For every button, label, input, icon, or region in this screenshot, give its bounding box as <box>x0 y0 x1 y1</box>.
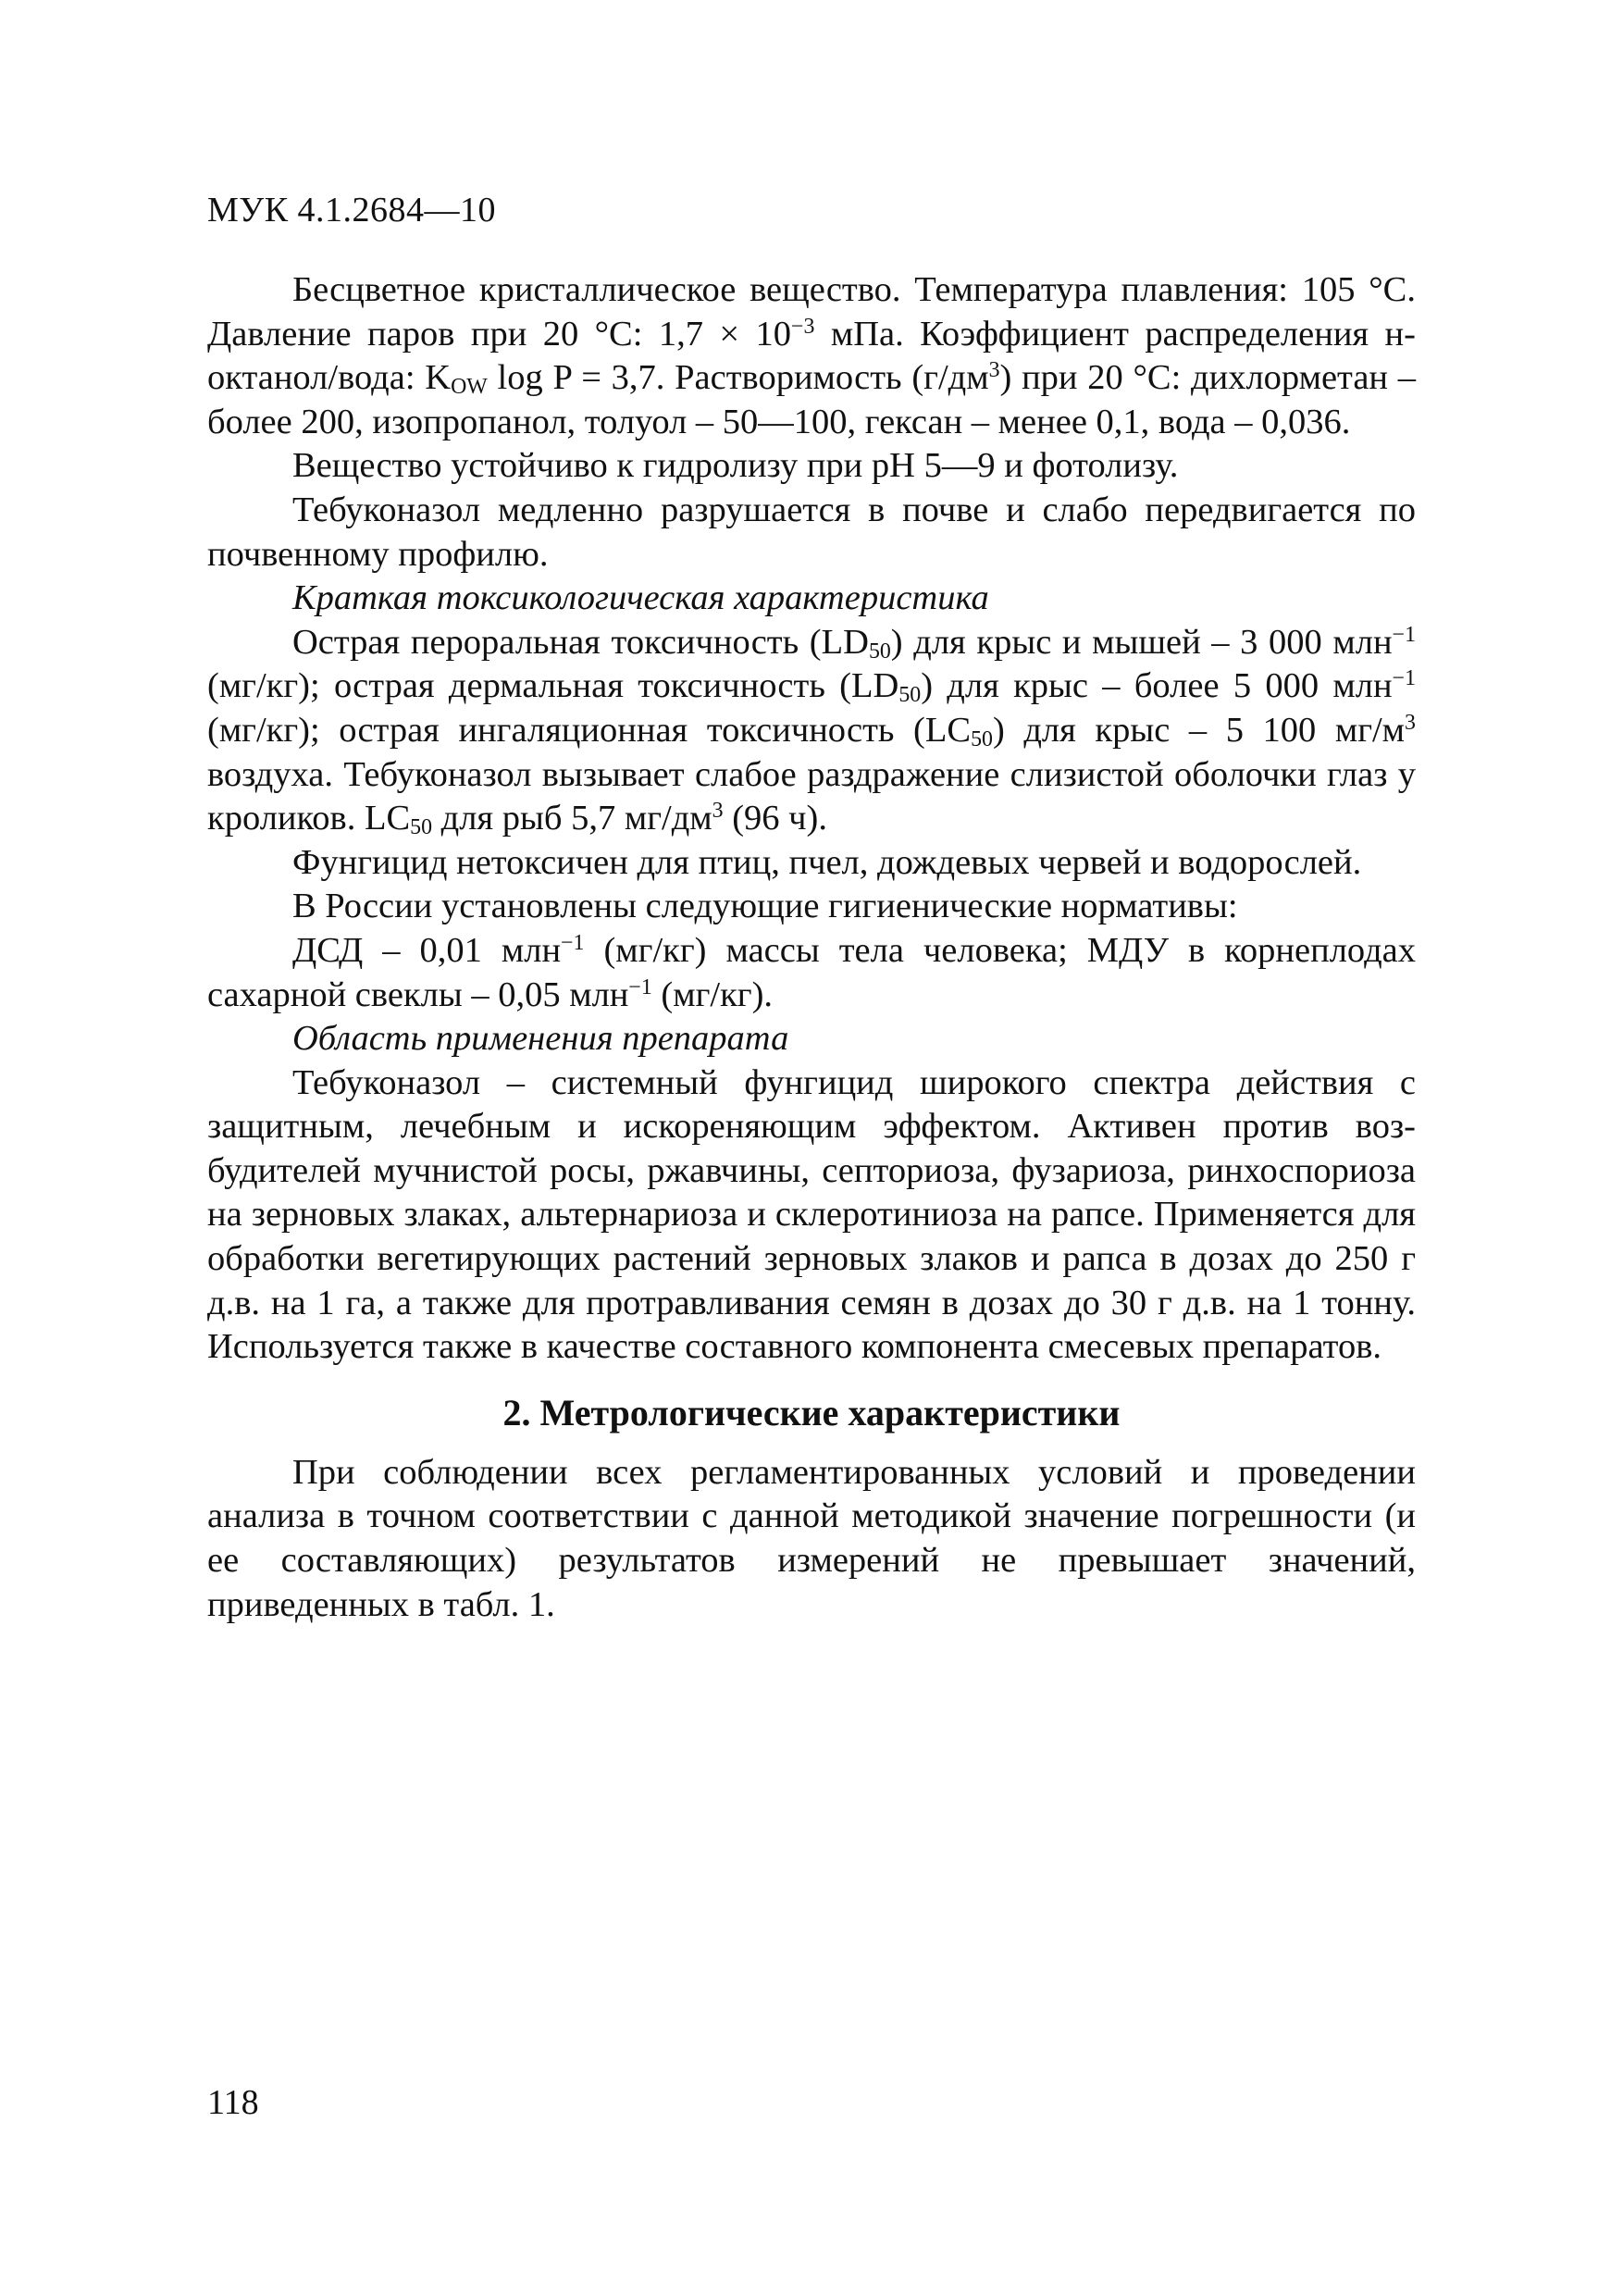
application-paragraph <box>207 1061 1416 1370</box>
text-run: (мг/кг); острая дермальная токсичность (LD <box>207 666 899 706</box>
toxicity-paragraph <box>207 621 1416 841</box>
text-run: ДСД – 0,01 млн <box>292 930 562 970</box>
subscript: 50 <box>868 639 891 664</box>
text-run: ) для крыс и мышей – 3 000 млн <box>890 622 1393 662</box>
text-run: (мг/кг) массы тела человека; МДУ в корнеплодах сахарной свеклы – 0,05 млн <box>207 930 1416 1014</box>
subscript: OW <box>451 374 488 399</box>
text-run: ) для крыс – более 5 000 млн <box>921 666 1393 706</box>
text-run: Острая пероральная токсичность (LD <box>292 622 869 662</box>
superscript: −3 <box>791 314 815 339</box>
text-run: Бесцветное кристаллическое вещество. Температура плавления: 105 °С. Давление паров при 20 °С: 1,7 × 10 <box>207 270 1416 354</box>
page-header: МУК 4.1.2684—10 <box>207 191 497 230</box>
text-run: Область применения препарата <box>292 1019 789 1059</box>
text-run: Краткая токсикологическая характеристика <box>292 578 989 618</box>
paragraphs-container <box>207 268 1416 1370</box>
superscript: −1 <box>628 974 652 999</box>
text-run: для рыб 5,7 мг/дм <box>432 799 712 838</box>
text-run: Фунгицид нетоксичен для птиц, пчел, дождевых червей и водорослей. <box>292 842 1362 882</box>
text-run: В России установлены следующие гигиенические нормативы: <box>292 887 1238 926</box>
text-run: (мг/кг). <box>651 974 774 1014</box>
text-run: ) для крыс – 5 100 мг/м <box>992 710 1406 750</box>
superscript: −1 <box>1392 622 1416 647</box>
page-number: 118 <box>207 2083 259 2122</box>
superscript: 3 <box>1405 710 1416 735</box>
subscript: 50 <box>410 814 432 839</box>
soil-paragraph <box>207 489 1416 577</box>
section-heading: 2. Метрологические характеристики <box>502 1391 1121 1433</box>
text-run: (96 ч). <box>723 799 827 838</box>
norms-paragraph <box>207 929 1416 1017</box>
body-text <box>207 268 1416 1627</box>
text-run: Тебуконазол – системный фунгицид широкого спектра действия с защитным, лечебным и искореняющим эффектом. Активен против возбудителей мучнистой росы, ржавчины, септориоза, фузариоза, ринхоспориоза на зерновых злаках, альтернариоза и склеротиниоза на рапсе. Применяется для обработки вегетирующих растений зерновых злаков и рапса в дозах до 250 г д.в. на 1 га, а также для протравливания семян в дозах до 30 г д.в. на 1 тонну. Используется также в качестве составного компонента смесевых препаратов. <box>207 1062 1416 1367</box>
metrology-paragraph: При соблюдении всех регламентированных условий и проведении анализа в точном соответствии с данной методикой значение погрешности (и ее составляющих) результатов измерений не превышает значений, приведенных в табл. 1. <box>207 1452 1416 1624</box>
text-run: Вещество устойчиво к гидролизу при pH 5—9 и фотолизу. <box>292 446 1179 486</box>
norms-intro-paragraph <box>207 885 1416 929</box>
application-subheading <box>207 1017 1416 1061</box>
toxicology-subheading <box>207 577 1416 621</box>
text-run: Тебуконазол медленно разрушается в почве и слабо передвигается по почвенному профилю. <box>207 490 1416 574</box>
subscript: 50 <box>898 683 922 708</box>
subscript: 50 <box>971 726 993 751</box>
superscript: 3 <box>712 799 724 823</box>
stability-paragraph <box>207 444 1416 489</box>
superscript: −1 <box>1392 666 1416 691</box>
superscript: 3 <box>988 358 1000 383</box>
text-run: log P = 3,7. Растворимость (г/дм <box>487 358 989 398</box>
properties-paragraph <box>207 268 1416 444</box>
text-run: мПа. Коэффициент распределения н-октанол/вода: K <box>207 314 1416 398</box>
nontoxic-paragraph <box>207 841 1416 886</box>
text-run: (мг/кг); острая ингаляционная токсичность (LC <box>207 710 972 750</box>
text-run: воздуха. Тебуконазол вызывает слабое раздражение слизистой оболочки глаз у кроликов. LC <box>207 754 1416 838</box>
text-run: ) при 20 °С: дихлорметан – более 200, изопропанол, толуол – 50—100, гексан – менее 0,1, вода – 0,036. <box>207 358 1416 441</box>
superscript: −1 <box>561 930 585 955</box>
